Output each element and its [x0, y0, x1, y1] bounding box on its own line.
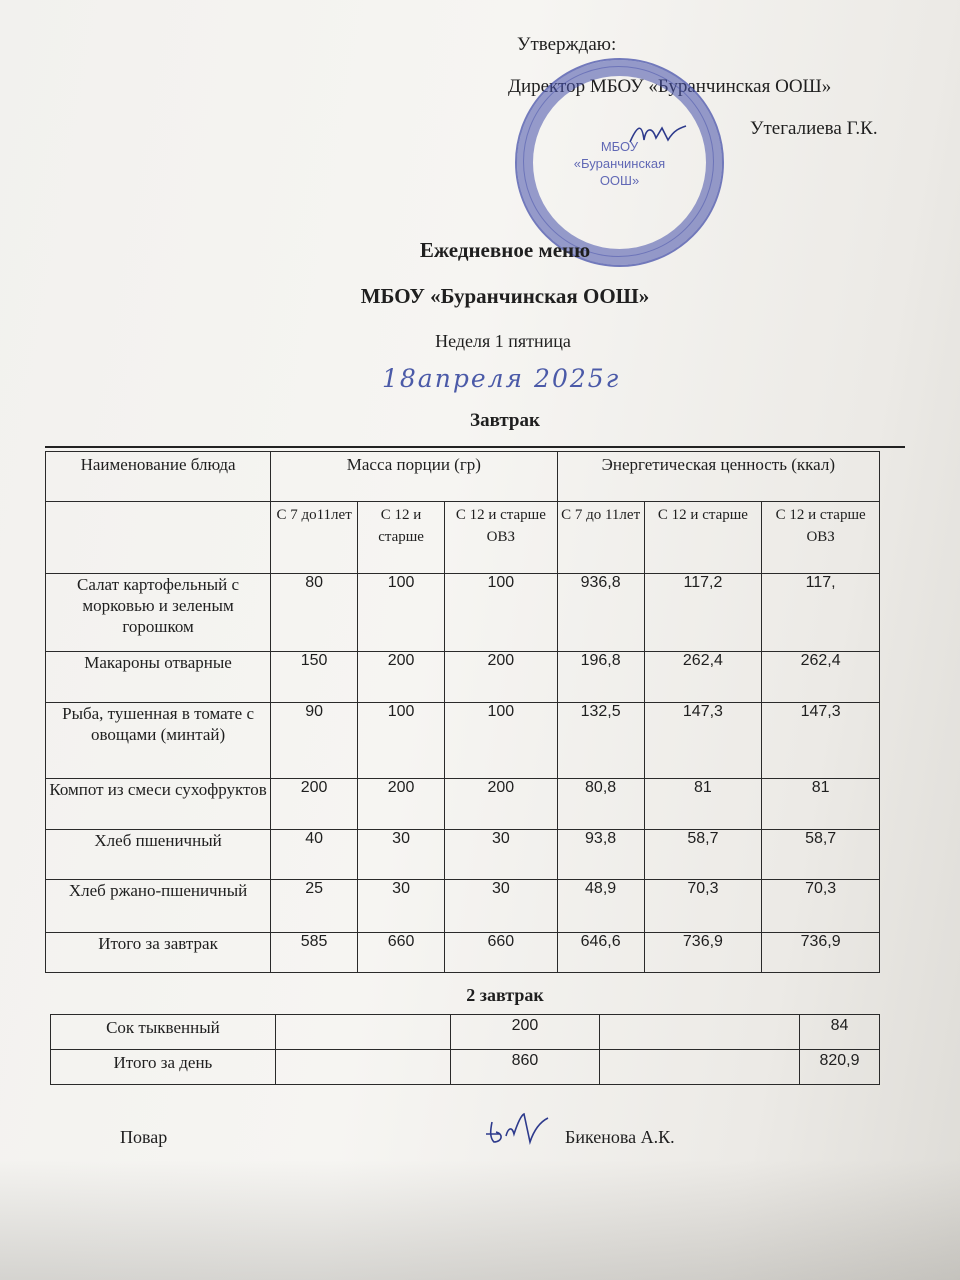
- sub-header: С 12 и старше ОВЗ: [445, 502, 558, 574]
- cell: 58,7: [762, 830, 880, 880]
- sub-header: С 12 и старше ОВЗ: [762, 502, 880, 574]
- cell: 200: [450, 1015, 600, 1050]
- cell: 93,8: [557, 830, 644, 880]
- cell: 100: [445, 574, 558, 652]
- dish-name: Рыба, тушенная в томате с овощами (минтай): [46, 703, 271, 779]
- col-header-mass: Масса порции (гр): [271, 452, 558, 502]
- cell: 196,8: [557, 652, 644, 703]
- sub-header: С 7 до 11лет: [557, 502, 644, 574]
- menu-title: Ежедневное меню: [419, 238, 591, 262]
- table-row: [46, 652, 880, 703]
- cell: 262,4: [644, 652, 762, 703]
- table-row: [46, 880, 880, 933]
- cell: 585: [271, 933, 358, 973]
- cell: 660: [445, 933, 558, 973]
- approval-name: Утегалиева Г.К.: [750, 118, 878, 139]
- table-row-total: [46, 933, 880, 973]
- table-row-total: [51, 1050, 880, 1085]
- cell: 132,5: [557, 703, 644, 779]
- cell: 117,: [762, 574, 880, 652]
- cell: 200: [445, 779, 558, 830]
- breakfast-heading: Завтрак: [470, 410, 540, 431]
- cell-empty: [275, 1050, 450, 1085]
- sub-header: С 12 и старше: [644, 502, 762, 574]
- cell: 40: [271, 830, 358, 880]
- table-row: [46, 703, 880, 779]
- cell: 58,7: [644, 830, 762, 880]
- cell: 117,2: [644, 574, 762, 652]
- table-row: [46, 574, 880, 652]
- dish-name: Хлеб пшеничный: [46, 830, 271, 880]
- cell: 200: [445, 652, 558, 703]
- cell: 200: [271, 779, 358, 830]
- table-row: [46, 779, 880, 830]
- dish-name: Салат картофельный с морковью и зеленым горошком: [46, 574, 271, 652]
- cell: 84: [800, 1015, 880, 1050]
- cell: 660: [358, 933, 445, 973]
- cook-label: Повар: [120, 1127, 168, 1147]
- cell: 736,9: [762, 933, 880, 973]
- cell: 25: [271, 880, 358, 933]
- week-day: Неделя 1 пятница: [435, 331, 571, 351]
- cell: 200: [358, 779, 445, 830]
- table-row: [46, 830, 880, 880]
- cell-empty: [600, 1050, 800, 1085]
- cell: 80: [271, 574, 358, 652]
- total-label: Итого за завтрак: [46, 933, 271, 973]
- cell: 147,3: [644, 703, 762, 779]
- sub-header: С 7 до11лет: [271, 502, 358, 574]
- sub-header: С 12 и старше: [358, 502, 445, 574]
- approval-word: Утверждаю:: [517, 34, 617, 55]
- cell: 736,9: [644, 933, 762, 973]
- dish-name: Компот из смеси сухофруктов: [46, 779, 271, 830]
- cell: 48,9: [557, 880, 644, 933]
- school-name: МБОУ «Буранчинская ООШ»: [360, 284, 650, 308]
- cell: 147,3: [762, 703, 880, 779]
- cell: 70,3: [644, 880, 762, 933]
- col-header-name: Наименование блюда: [46, 452, 271, 502]
- dish-name: Хлеб ржано-пшеничный: [46, 880, 271, 933]
- table-row: [51, 1015, 880, 1050]
- dish-name: Макароны отварные: [46, 652, 271, 703]
- cell: 200: [358, 652, 445, 703]
- official-stamp: [515, 58, 724, 267]
- cook-signature: [482, 1108, 552, 1148]
- cell: 70,3: [762, 880, 880, 933]
- cell: 100: [445, 703, 558, 779]
- cell: 150: [271, 652, 358, 703]
- cell: 30: [445, 830, 558, 880]
- cell: 100: [358, 574, 445, 652]
- cell: 90: [271, 703, 358, 779]
- sub-header-empty: [46, 502, 271, 574]
- cell: 646,6: [557, 933, 644, 973]
- dish-name: Сок тыквенный: [51, 1015, 276, 1050]
- cell: 100: [358, 703, 445, 779]
- cell: 860: [450, 1050, 600, 1085]
- cell: 820,9: [800, 1050, 880, 1085]
- cell: 30: [445, 880, 558, 933]
- cell: 30: [358, 880, 445, 933]
- second-breakfast-heading: 2 завтрак: [466, 985, 544, 1005]
- second-breakfast-table: [50, 1014, 880, 1085]
- handwritten-date: 18апреля 2025г: [382, 364, 621, 393]
- cell: 81: [644, 779, 762, 830]
- cell-empty: [600, 1015, 800, 1050]
- director-signature: [628, 120, 688, 150]
- cell: 936,8: [557, 574, 644, 652]
- col-header-energy: Энергетическая ценность (ккал): [557, 452, 879, 502]
- cell: 30: [358, 830, 445, 880]
- cell-empty: [275, 1015, 450, 1050]
- cell: 81: [762, 779, 880, 830]
- stamp-text: МБОУ «Буранчинская ООШ»: [573, 139, 666, 188]
- cook-name: Бикенова А.К.: [565, 1127, 675, 1147]
- divider-line: [45, 446, 905, 448]
- approval-title: Директор МБОУ «Буранчинская ООШ»: [508, 76, 832, 97]
- cell: 80,8: [557, 779, 644, 830]
- cell: 262,4: [762, 652, 880, 703]
- breakfast-table: [45, 451, 880, 973]
- total-label: Итого за день: [51, 1050, 276, 1085]
